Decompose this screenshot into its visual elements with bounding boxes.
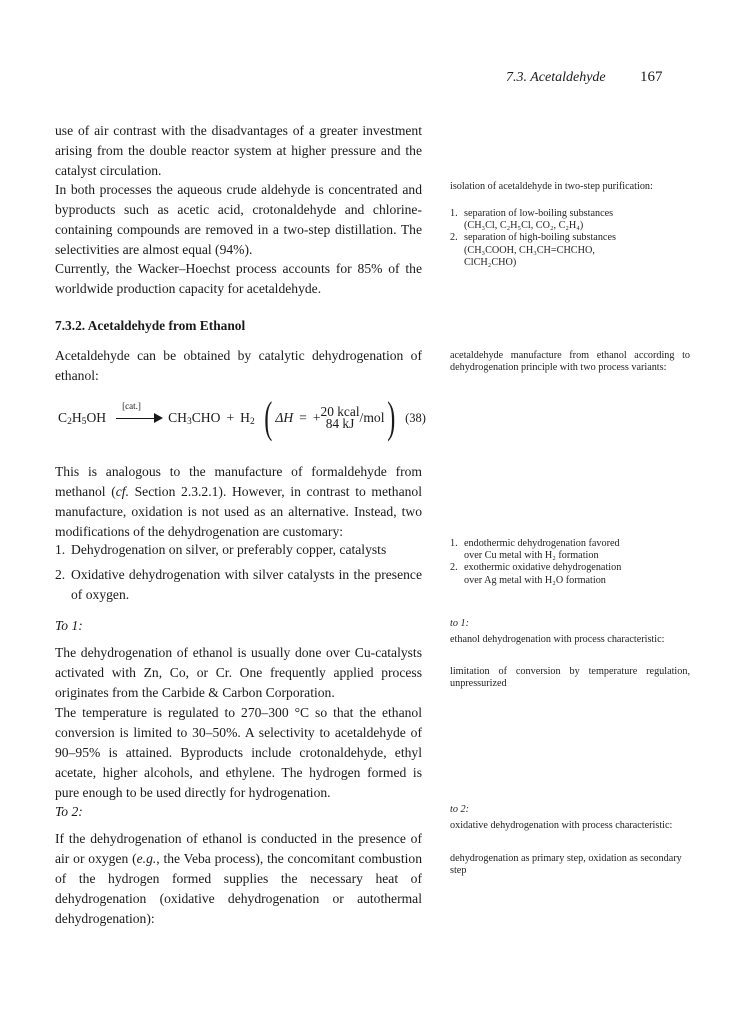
paragraph-wacker-share: Currently, the Wacker–Hoechst process accounts for 85% of the worldwide production capacity for acetaldehyde. <box>55 261 422 296</box>
to1-heading: To 1: <box>55 618 83 633</box>
list-item: 1. Dehydrogenation on silver, or preferably copper, catalysts <box>55 542 387 557</box>
left-paren: ( <box>264 393 273 442</box>
process-variants-list <box>55 540 422 605</box>
paragraph-to1-catalysts: The dehydrogenation of ethanol is usually done over Cu-catalysts activated with Zn, Co, or Cr. One frequently applied process originates from the Carbide & Carbon Corporation. <box>55 645 422 700</box>
main-text-block-5 <box>55 462 422 542</box>
chemical-equation <box>58 393 426 442</box>
product-hydrogen: $H_2$ <box>240 410 255 427</box>
margin-note-to1-characteristic: ethanol dehydrogenation with process characteristic: <box>450 634 665 645</box>
paragraph-continuation: use of air contrast with the disadvantages of a greater investment arising from the double reactor system at higher pressure and the catalyst circulation. <box>55 123 422 178</box>
margin-note-isolation: isolation of acetaldehyde in two-step purification: <box>450 181 653 192</box>
paragraph-analogous: This is analogous to the manufacture of formaldehyde from methanol (cf. Section 2.3.2.1). However, in contrast to methanol manufacture, oxidation is not used as an alternative. Instead, two modifications of the dehydrogenation are customary: <box>55 464 423 539</box>
running-header-title: 7.3. Acetaldehyde <box>506 70 606 85</box>
enthalpy-symbol: ΔH <box>275 410 294 425</box>
main-text-block-1 <box>55 121 422 181</box>
plus-sign: + <box>226 410 235 425</box>
main-text-block-8 <box>55 829 422 929</box>
margin-note-variants-list <box>450 538 690 587</box>
margin-to2-heading: to 2: <box>450 804 469 815</box>
list-item: 2. separation of high-boiling substances (CH₃COOH, CH₃CH=CHCHO, ClCH₂CHO) <box>450 232 616 268</box>
list-item: 2. Oxidative dehydrogenation with silver catalysts in the presence of oxygen. <box>55 567 422 602</box>
equals-sign: = <box>299 410 307 425</box>
list-item: 2. exothermic oxidative dehydrogenation over Ag metal with H₂O formation <box>450 562 622 586</box>
catalyst-label: [cat.] <box>122 401 141 411</box>
margin-note-to1-limitation: limitation of conversion by temperature regulation, unpressurized <box>450 666 690 690</box>
section-heading: 7.3.2. Acetaldehyde from Ethanol <box>55 318 246 333</box>
paragraph-intro-ethanol: Acetaldehyde can be obtained by catalytic dehydrogenation of ethanol: <box>55 348 422 383</box>
per-mol: /mol <box>359 410 385 425</box>
product-acetaldehyde: $CH_3CHO$ <box>168 410 221 427</box>
enthalpy-values: 20 kcal 84 kJ <box>320 404 360 431</box>
margin-note-to2-characteristic: oxidative dehydrogenation with process characteristic: <box>450 820 673 831</box>
enthalpy-sign: + <box>312 410 321 425</box>
margin-to1-heading: to 1: <box>450 618 469 629</box>
paragraph-to2-oxidative: If the dehydrogenation of ethanol is conducted in the presence of air or oxygen (e.g., the Veba process), the concomitant combustion of the hydrogen formed supplies the necessary heat of dehydrogenation (oxidative dehydrogenation or autothermal dehydrogenation): <box>55 831 422 926</box>
right-paren: ) <box>387 393 396 442</box>
main-text-block-6 <box>55 643 422 703</box>
paragraph-purification: In both processes the aqueous crude aldehyde is concentrated and byproducts such as acetic acid, crotonaldehyde and chlorine-containing compounds are removed in a two-step distillation. The selectivities are almost equal (94%). <box>55 182 422 257</box>
list-item: 1. endothermic dehydrogenation favored over Cu metal with H₂ formation <box>450 538 620 562</box>
list-item: 1. separation of low-boiling substances (CH₃Cl, C₂H₅Cl, CO₂, C₂H₄) <box>450 208 614 232</box>
main-text-block-4 <box>55 346 422 386</box>
main-text-block-3 <box>55 259 422 299</box>
paragraph-to1-conditions: The temperature is regulated to 270–300 °C so that the ethanol conversion is limited to 30–50%. A selectivity to acetaldehyde of 90–95% is attained. Byproducts include crotonaldehyde, ethyl acetate, higher alcohols, and ethylene. The hydrogen formed is pure enough to be used directly for hydrogenation. <box>55 705 422 800</box>
reactant-ethanol: $C_2H_5OH$ <box>58 410 107 427</box>
reaction-arrow-icon <box>116 401 162 425</box>
margin-note-separation-list <box>450 208 690 269</box>
equation-number: (38) <box>405 410 426 425</box>
margin-note-to2-steps: dehydrogenation as primary step, oxidation as secondary step <box>450 853 682 877</box>
main-text-block-7 <box>55 703 422 803</box>
to2-heading: To 2: <box>55 804 83 819</box>
margin-note-manufacture: acetaldehyde manufacture from ethanol according to dehydrogenation principle with two process variants: <box>450 350 690 374</box>
page-number: 167 <box>640 69 663 85</box>
main-text-block-2 <box>55 180 422 260</box>
